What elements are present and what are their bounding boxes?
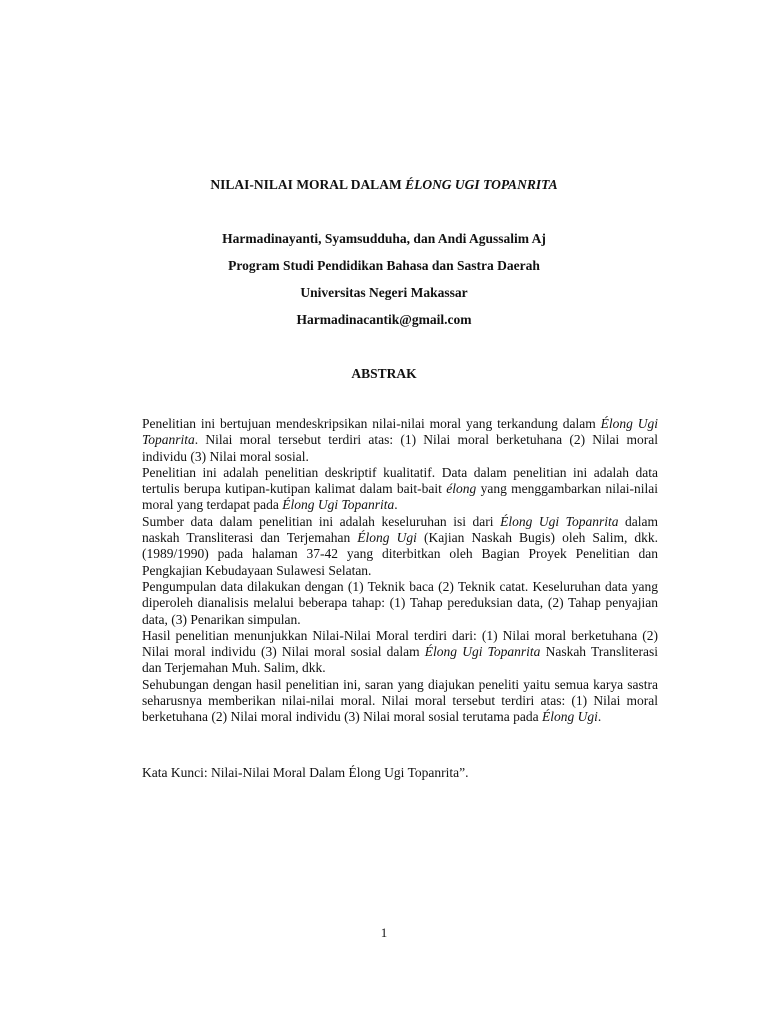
italic-run: Élong Ugi: [542, 709, 598, 725]
text-run: (Kajian Naskah Bugis) oleh Salim, dkk. (1989/1990) pada halaman 37-42 yang diterbitkan oleh Bagian Proyek Penelitian dan Pengkajian Kebudayaan Sulawesi Selatan.: [142, 530, 659, 578]
text-run: dalam naskah Transliterasi dan Terjemahan: [142, 513, 658, 546]
text-run: . Nilai moral tersebut terdiri atas: (1) Nilai moral berketuhana (2) Nilai moral individu (3) Nilai moral sosial.: [142, 432, 658, 464]
italic-run: Élong Ugi Topanrita: [424, 644, 541, 660]
paper-title: [0, 177, 768, 193]
italic-run: Élong Ugi Topanrita: [282, 497, 395, 513]
abstract-paragraph-source: [142, 514, 658, 579]
paper-title-italic: ÉLONG UGI TOPANRITA: [405, 177, 558, 192]
keywords-line: Kata Kunci: Nilai-Nilai Moral Dalam Élong Ugi Topanrita”.: [142, 765, 469, 780]
abstract-body: [142, 416, 658, 726]
author-list: Harmadinayanti, Syamsudduha, dan Andi Agussalim Aj: [222, 231, 546, 246]
text-run: Penelitian ini adalah penelitian deskriptif kualitatif. Data dalam penelitian ini adalah data tertulis berupa kutipan-kutipan kalimat dalam bait-bait: [142, 464, 658, 497]
text-run: Sehubungan dengan hasil penelitian ini, saran yang diajukan peneliti yaitu semua karya sastra seharusnya memberikan nilai-nilai moral. Nilai moral tersebut terdiri atas: (1) Nilai moral berketuhana (2) Nilai moral individu (3) Nilai moral sosial terutama pada: [142, 676, 658, 725]
abstract-paragraph-results: [142, 628, 658, 677]
text-run: Naskah Transliterasi dan Terjemahan Muh. Salim, dkk.: [142, 644, 658, 676]
italic-run: Élong Ugi Topanrita: [500, 513, 619, 529]
italic-run: élong: [446, 481, 477, 497]
text-run: Sumber data dalam penelitian ini adalah keseluruhan isi dari: [142, 513, 501, 529]
abstract-paragraph-suggestion: [142, 677, 658, 726]
text-run: yang menggambarkan nilai-nilai moral yang terdapat pada: [142, 481, 658, 513]
author-email: Harmadinacantik@gmail.com: [296, 312, 472, 327]
abstract-paragraph-method: [142, 465, 658, 514]
italic-run: Élong Ugi Topanrita: [142, 416, 658, 448]
text-run: Pengumpulan data dilakukan dengan (1) Teknik baca (2) Teknik catat. Keseluruhan data yang diperoleh dianalisis melalui beberapa tahap: (1) Tahap pereduksian data, (2) Tahap penyajian data, (3) Penarikan simpulan.: [142, 578, 658, 627]
text-run: Hasil penelitian menunjukkan Nilai-Nilai Moral terdiri dari: (1) Nilai moral berketuhana (2) Nilai moral individu (3) Nilai moral sosial dalam: [142, 627, 658, 660]
affiliation-university: Universitas Negeri Makassar: [300, 285, 468, 300]
text-run: Penelitian ini bertujuan mendeskripsikan nilai-nilai moral yang terkandung dalam: [142, 416, 601, 431]
text-run: .: [394, 497, 398, 513]
paper-title-prefix: NILAI-NILAI MORAL DALAM: [210, 177, 406, 192]
italic-run: Élong Ugi: [357, 530, 417, 546]
abstract-paragraph-purpose: [142, 416, 658, 465]
affiliation-program: Program Studi Pendidikan Bahasa dan Sastra Daerah: [228, 258, 540, 273]
page-number: 1: [380, 925, 388, 940]
abstract-heading: ABSTRAK: [351, 366, 417, 381]
abstract-paragraph-collection: [142, 579, 658, 628]
text-run: .: [597, 709, 602, 725]
